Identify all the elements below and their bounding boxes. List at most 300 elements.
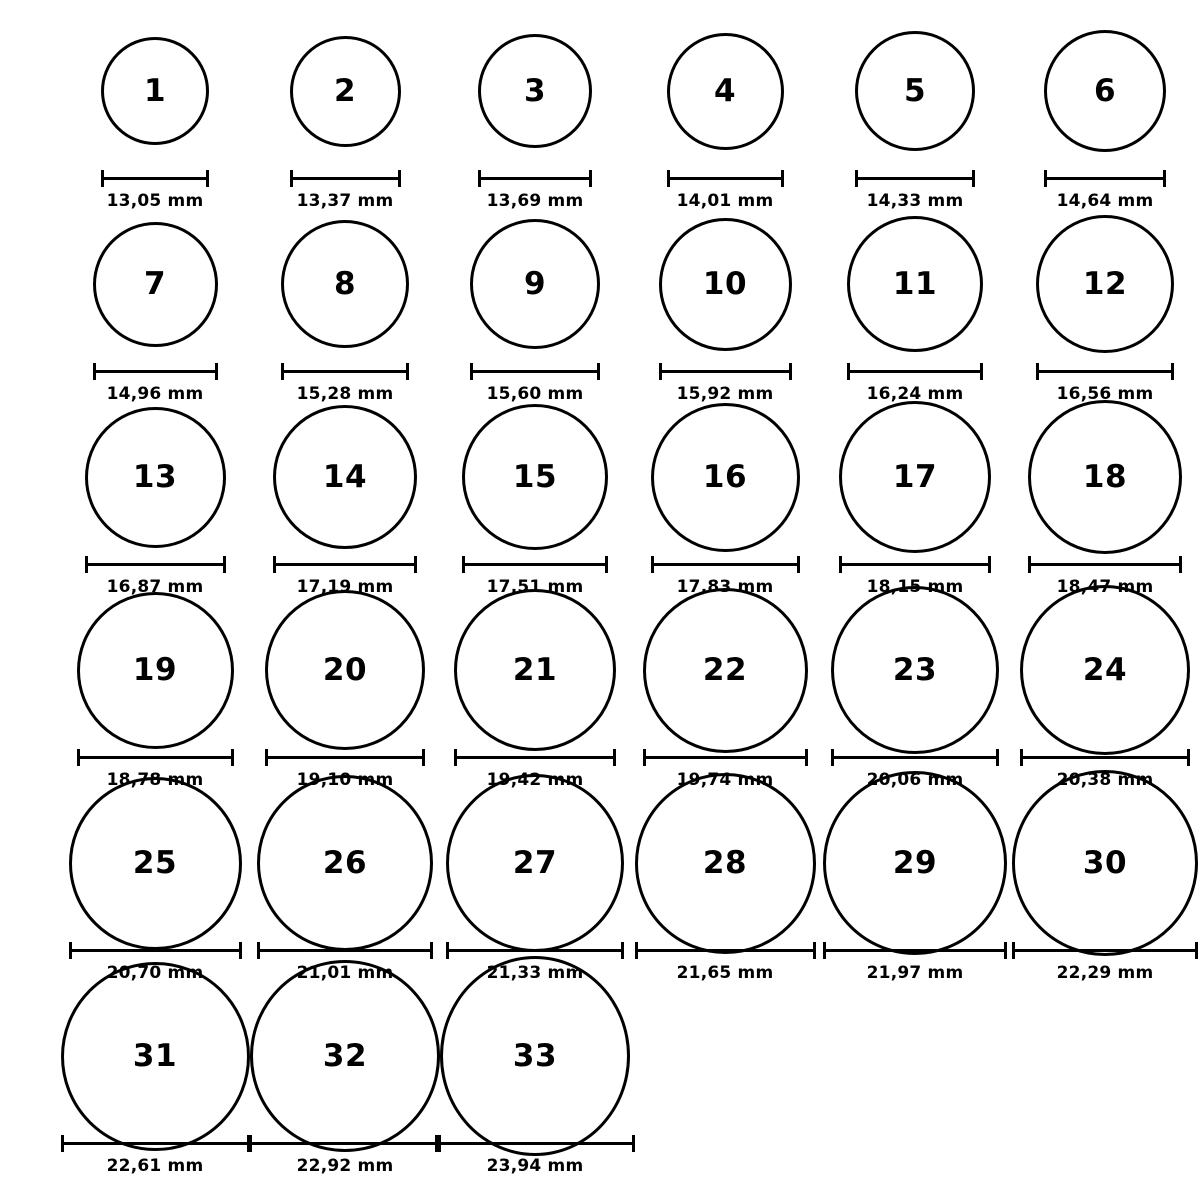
dimension-line <box>823 942 1007 958</box>
ring-size-label: 31 <box>132 1037 178 1074</box>
ring-diameter-label: 16,56 mm <box>1056 384 1154 404</box>
ring-size-cell <box>60 790 250 983</box>
ring-diameter-label: 15,60 mm <box>486 384 584 404</box>
ring-row <box>0 597 1200 790</box>
ring-circle-icon <box>478 34 592 148</box>
dimension-tick-right-icon <box>789 363 792 380</box>
ring-circle-wrap <box>1010 597 1200 743</box>
dimension-tick-left-icon <box>454 749 457 766</box>
ring-size-cell <box>630 18 820 211</box>
ring-diameter-label: 15,28 mm <box>296 384 394 404</box>
ring-circle-wrap <box>440 597 630 743</box>
dimension-line <box>265 749 425 765</box>
ring-circle-icon <box>281 220 409 348</box>
ring-circle-icon <box>1028 400 1182 554</box>
dimension-bar <box>273 563 417 566</box>
ring-diameter-label: 14,33 mm <box>866 191 964 211</box>
ring-size-label: 32 <box>322 1037 368 1074</box>
ring-circle-wrap <box>60 597 250 743</box>
dimension-line <box>635 942 816 958</box>
dimension-bar <box>462 563 608 566</box>
ring-circle-icon <box>257 775 433 951</box>
ring-size-cell <box>250 983 440 1176</box>
ring-circle-icon <box>250 960 440 1152</box>
ring-size-cell <box>630 404 820 597</box>
ring-circle-icon <box>69 777 242 950</box>
dimension-bar <box>257 949 433 952</box>
ring-size-label: 11 <box>892 265 938 302</box>
dimension-tick-right-icon <box>239 942 242 959</box>
ring-size-cell <box>60 404 250 597</box>
ring-size-label: 2 <box>333 72 357 109</box>
ring-size-label: 14 <box>322 458 368 495</box>
dimension-bar <box>290 177 401 180</box>
dimension-tick-right-icon <box>1171 363 1174 380</box>
ring-circle-wrap <box>250 597 440 743</box>
dimension-tick-right-icon <box>988 556 991 573</box>
ring-diameter-label: 17,83 mm <box>676 577 774 597</box>
ring-diameter-label: 17,19 mm <box>296 577 394 597</box>
ring-size-cell <box>440 790 630 983</box>
dimension-bar <box>249 1142 441 1145</box>
dimension-bar <box>847 370 983 373</box>
ring-circle-icon <box>847 216 983 352</box>
dimension-tick-left-icon <box>1028 556 1031 573</box>
dimension-tick-right-icon <box>398 170 401 187</box>
dimension-line <box>831 749 999 765</box>
ring-size-cell <box>250 404 440 597</box>
ring-size-label: 24 <box>1082 651 1128 688</box>
dimension-bar <box>446 949 624 952</box>
dimension-tick-left-icon <box>249 1135 252 1152</box>
ring-circle-icon <box>273 405 417 549</box>
ring-diameter-label: 19,74 mm <box>676 770 774 790</box>
dimension-tick-left-icon <box>281 363 284 380</box>
ring-circle-wrap <box>250 18 440 164</box>
dimension-line <box>1012 942 1198 958</box>
ring-circle-icon <box>1044 30 1166 152</box>
ring-circle-wrap <box>440 790 630 936</box>
ring-diameter-label: 13,37 mm <box>296 191 394 211</box>
dimension-tick-right-icon <box>621 942 624 959</box>
ring-row <box>0 18 1200 211</box>
dimension-tick-left-icon <box>855 170 858 187</box>
dimension-line <box>1020 749 1190 765</box>
ring-diameter-label: 16,24 mm <box>866 384 964 404</box>
ring-size-label: 17 <box>892 458 938 495</box>
ring-size-cell <box>820 790 1010 983</box>
ring-circle-icon <box>643 588 808 753</box>
ring-size-cell <box>1010 18 1200 211</box>
ring-size-cell <box>440 404 630 597</box>
ring-circle-icon <box>454 589 616 751</box>
dimension-tick-left-icon <box>667 170 670 187</box>
dimension-bar <box>101 177 209 180</box>
ring-circle-wrap <box>250 404 440 550</box>
ring-size-label: 30 <box>1082 844 1128 881</box>
ring-diameter-label: 13,69 mm <box>486 191 584 211</box>
ring-circle-wrap <box>1010 404 1200 550</box>
dimension-tick-left-icon <box>478 170 481 187</box>
dimension-tick-left-icon <box>635 942 638 959</box>
dimension-tick-left-icon <box>839 556 842 573</box>
dimension-line <box>101 170 209 186</box>
dimension-tick-left-icon <box>462 556 465 573</box>
dimension-bar <box>478 177 592 180</box>
dimension-tick-right-icon <box>996 749 999 766</box>
dimension-line <box>1036 363 1174 379</box>
ring-circle-wrap <box>820 18 1010 164</box>
ring-size-label: 18 <box>1082 458 1128 495</box>
ring-size-cell <box>630 211 820 404</box>
dimension-bar <box>435 1142 635 1145</box>
ring-size-cell <box>820 404 1010 597</box>
dimension-bar <box>85 563 226 566</box>
ring-diameter-label: 23,94 mm <box>486 1156 584 1176</box>
dimension-bar <box>470 370 600 373</box>
dimension-bar <box>1044 177 1166 180</box>
dimension-tick-left-icon <box>257 942 260 959</box>
ring-circle-icon <box>265 590 425 750</box>
dimension-bar <box>651 563 800 566</box>
dimension-tick-left-icon <box>659 363 662 380</box>
ring-size-cell <box>250 211 440 404</box>
ring-circle-wrap <box>820 211 1010 357</box>
ring-size-cell <box>60 983 250 1176</box>
dimension-line <box>454 749 616 765</box>
ring-circle-icon <box>839 401 991 553</box>
dimension-tick-left-icon <box>77 749 80 766</box>
ring-size-label: 23 <box>892 651 938 688</box>
dimension-tick-right-icon <box>422 749 425 766</box>
dimension-tick-right-icon <box>223 556 226 573</box>
ring-size-label: 25 <box>132 844 178 881</box>
ring-size-cell <box>630 790 820 983</box>
ring-circle-wrap <box>630 211 820 357</box>
ring-size-cell <box>440 983 630 1176</box>
ring-size-cell <box>250 790 440 983</box>
ring-circle-wrap <box>630 404 820 550</box>
ring-circle-icon <box>446 774 624 952</box>
dimension-tick-right-icon <box>206 170 209 187</box>
dimension-line <box>77 749 234 765</box>
ring-diameter-label: 13,05 mm <box>106 191 204 211</box>
dimension-bar <box>823 949 1007 952</box>
dimension-tick-left-icon <box>643 749 646 766</box>
dimension-tick-right-icon <box>980 363 983 380</box>
dimension-tick-left-icon <box>61 1135 64 1152</box>
ring-circle-wrap <box>250 983 440 1129</box>
dimension-tick-left-icon <box>290 170 293 187</box>
ring-size-cell <box>250 18 440 211</box>
ring-diameter-label: 22,61 mm <box>106 1156 204 1176</box>
ring-circle-wrap <box>820 597 1010 743</box>
ring-size-label: 10 <box>702 265 748 302</box>
dimension-tick-right-icon <box>215 363 218 380</box>
ring-size-label: 4 <box>713 72 737 109</box>
dimension-line <box>257 942 433 958</box>
ring-row <box>0 211 1200 404</box>
ring-circle-wrap <box>60 18 250 164</box>
ring-size-label: 9 <box>523 265 547 302</box>
dimension-tick-right-icon <box>231 749 234 766</box>
dimension-bar <box>454 756 616 759</box>
ring-circle-wrap <box>1010 18 1200 164</box>
ring-circle-icon <box>667 33 784 150</box>
ring-diameter-label: 22,29 mm <box>1056 963 1154 983</box>
dimension-line <box>839 556 991 572</box>
ring-circle-icon <box>1012 770 1198 956</box>
dimension-tick-right-icon <box>1163 170 1166 187</box>
ring-circle-icon <box>462 404 608 550</box>
ring-diameter-label: 18,47 mm <box>1056 577 1154 597</box>
dimension-tick-right-icon <box>781 170 784 187</box>
ring-diameter-label: 14,64 mm <box>1056 191 1154 211</box>
dimension-bar <box>635 949 816 952</box>
ring-size-cell <box>250 597 440 790</box>
ring-size-label: 1 <box>143 72 167 109</box>
dimension-line <box>855 170 975 186</box>
dimension-tick-left-icon <box>831 749 834 766</box>
dimension-line <box>667 170 784 186</box>
dimension-bar <box>77 756 234 759</box>
ring-circle-wrap <box>60 404 250 550</box>
ring-circle-wrap <box>820 790 1010 936</box>
dimension-tick-right-icon <box>813 942 816 959</box>
dimension-tick-left-icon <box>273 556 276 573</box>
ring-diameter-label: 16,87 mm <box>106 577 204 597</box>
dimension-bar <box>1036 370 1174 373</box>
ring-circle-wrap <box>60 211 250 357</box>
ring-row <box>0 983 1200 1176</box>
ring-circle-icon <box>1020 585 1190 755</box>
ring-size-label: 7 <box>143 265 167 302</box>
dimension-tick-right-icon <box>605 556 608 573</box>
ring-circle-icon <box>77 592 234 749</box>
ring-size-cell <box>60 211 250 404</box>
ring-diameter-label: 20,38 mm <box>1056 770 1154 790</box>
ring-size-label: 20 <box>322 651 368 688</box>
ring-diameter-label: 21,65 mm <box>676 963 774 983</box>
dimension-line <box>462 556 608 572</box>
dimension-bar <box>831 756 999 759</box>
ring-size-cell <box>1010 597 1200 790</box>
ring-diameter-label: 21,33 mm <box>486 963 584 983</box>
ring-circle-wrap <box>440 18 630 164</box>
ring-diameter-label: 14,01 mm <box>676 191 774 211</box>
ring-diameter-label: 18,78 mm <box>106 770 204 790</box>
dimension-line <box>290 170 401 186</box>
ring-diameter-label: 15,92 mm <box>676 384 774 404</box>
ring-diameter-label: 20,06 mm <box>866 770 964 790</box>
ring-size-label: 27 <box>512 844 558 881</box>
ring-diameter-label: 17,51 mm <box>486 577 584 597</box>
ring-diameter-label: 21,97 mm <box>866 963 964 983</box>
ring-circle-wrap <box>440 404 630 550</box>
dimension-tick-left-icon <box>1020 749 1023 766</box>
ring-diameter-label: 19,42 mm <box>486 770 584 790</box>
ring-size-label: 29 <box>892 844 938 881</box>
ring-circle-icon <box>61 962 250 1151</box>
dimension-line <box>85 556 226 572</box>
ring-size-label: 21 <box>512 651 558 688</box>
dimension-tick-left-icon <box>69 942 72 959</box>
dimension-bar <box>69 949 242 952</box>
ring-size-label: 16 <box>702 458 748 495</box>
dimension-line <box>651 556 800 572</box>
dimension-line <box>93 363 218 379</box>
ring-size-label: 15 <box>512 458 558 495</box>
dimension-tick-left-icon <box>101 170 104 187</box>
dimension-bar <box>839 563 991 566</box>
ring-circle-wrap <box>250 211 440 357</box>
ring-circle-wrap <box>440 983 630 1129</box>
dimension-tick-right-icon <box>613 749 616 766</box>
ring-row <box>0 404 1200 597</box>
dimension-bar <box>667 177 784 180</box>
dimension-bar <box>659 370 792 373</box>
dimension-line <box>643 749 808 765</box>
dimension-tick-left-icon <box>93 363 96 380</box>
dimension-tick-left-icon <box>435 1135 438 1152</box>
ring-size-label: 3 <box>523 72 547 109</box>
ring-circle-icon <box>93 222 218 347</box>
ring-size-cell <box>60 597 250 790</box>
ring-circle-wrap <box>820 404 1010 550</box>
dimension-tick-left-icon <box>470 363 473 380</box>
ring-circle-icon <box>823 771 1007 955</box>
ring-circle-wrap <box>630 790 820 936</box>
dimension-line <box>478 170 592 186</box>
ring-size-cell <box>820 597 1010 790</box>
ring-diameter-label: 19,10 mm <box>296 770 394 790</box>
dimension-line <box>446 942 624 958</box>
dimension-line <box>61 1135 250 1151</box>
dimension-tick-right-icon <box>797 556 800 573</box>
ring-size-label: 12 <box>1082 265 1128 302</box>
ring-circle-icon <box>85 407 226 548</box>
dimension-bar <box>265 756 425 759</box>
ring-circle-wrap <box>60 983 250 1129</box>
ring-size-cell <box>440 597 630 790</box>
ring-size-cell <box>440 211 630 404</box>
ring-diameter-label: 22,92 mm <box>296 1156 394 1176</box>
dimension-line <box>249 1135 441 1151</box>
dimension-line <box>1044 170 1166 186</box>
dimension-bar <box>643 756 808 759</box>
dimension-tick-right-icon <box>632 1135 635 1152</box>
ring-size-cell <box>60 18 250 211</box>
dimension-bar <box>855 177 975 180</box>
ring-circle-wrap <box>630 597 820 743</box>
dimension-line <box>1028 556 1182 572</box>
ring-size-cell <box>1010 790 1200 983</box>
dimension-bar <box>281 370 409 373</box>
dimension-tick-left-icon <box>847 363 850 380</box>
dimension-tick-right-icon <box>1004 942 1007 959</box>
ring-size-cell <box>820 211 1010 404</box>
dimension-bar <box>1028 563 1182 566</box>
ring-size-cell <box>1010 404 1200 597</box>
dimension-tick-left-icon <box>1044 170 1047 187</box>
ring-size-label: 13 <box>132 458 178 495</box>
ring-diameter-label: 21,01 mm <box>296 963 394 983</box>
ring-size-label: 26 <box>322 844 368 881</box>
dimension-bar <box>93 370 218 373</box>
ring-circle-icon <box>440 956 630 1156</box>
dimension-tick-right-icon <box>1179 556 1182 573</box>
dimension-tick-right-icon <box>805 749 808 766</box>
ring-circle-icon <box>635 773 816 954</box>
dimension-line <box>69 942 242 958</box>
ring-row <box>0 790 1200 983</box>
dimension-line <box>659 363 792 379</box>
ring-circle-icon <box>470 219 600 349</box>
ring-diameter-label: 18,15 mm <box>866 577 964 597</box>
ring-size-cell <box>820 18 1010 211</box>
dimension-line <box>273 556 417 572</box>
ring-size-label: 28 <box>702 844 748 881</box>
ring-diameter-label: 14,96 mm <box>106 384 204 404</box>
dimension-line <box>281 363 409 379</box>
ring-size-cell <box>440 18 630 211</box>
ring-circle-wrap <box>630 18 820 164</box>
ring-size-label: 5 <box>903 72 927 109</box>
ring-diameter-label: 20,70 mm <box>106 963 204 983</box>
dimension-bar <box>1020 756 1190 759</box>
ring-circle-icon <box>659 218 792 351</box>
dimension-tick-right-icon <box>589 170 592 187</box>
ring-circle-wrap <box>1010 790 1200 936</box>
ring-size-label: 33 <box>512 1037 558 1074</box>
dimension-tick-right-icon <box>1195 942 1198 959</box>
ring-circle-wrap <box>250 790 440 936</box>
ring-circle-icon <box>831 586 999 754</box>
ring-circle-icon <box>1036 215 1174 353</box>
ring-circle-wrap <box>440 211 630 357</box>
dimension-tick-left-icon <box>85 556 88 573</box>
dimension-tick-right-icon <box>1187 749 1190 766</box>
ring-size-label: 6 <box>1093 72 1117 109</box>
ring-circle-icon <box>290 36 401 147</box>
dimension-bar <box>1012 949 1198 952</box>
ring-size-cell <box>630 597 820 790</box>
ring-size-cell <box>1010 211 1200 404</box>
ring-circle-wrap <box>1010 211 1200 357</box>
dimension-tick-left-icon <box>265 749 268 766</box>
dimension-tick-left-icon <box>651 556 654 573</box>
ring-circle-wrap <box>60 790 250 936</box>
dimension-line <box>435 1135 635 1151</box>
ring-circle-icon <box>651 403 800 552</box>
ring-size-label: 8 <box>333 265 357 302</box>
ring-size-label: 22 <box>702 651 748 688</box>
dimension-line <box>470 363 600 379</box>
dimension-tick-right-icon <box>430 942 433 959</box>
dimension-tick-left-icon <box>823 942 826 959</box>
ring-size-label: 19 <box>132 651 178 688</box>
ring-circle-icon <box>101 37 209 145</box>
ring-circle-icon <box>855 31 975 151</box>
dimension-tick-left-icon <box>1012 942 1015 959</box>
dimension-line <box>847 363 983 379</box>
dimension-tick-left-icon <box>446 942 449 959</box>
dimension-tick-right-icon <box>597 363 600 380</box>
dimension-tick-right-icon <box>414 556 417 573</box>
dimension-tick-left-icon <box>1036 363 1039 380</box>
dimension-tick-right-icon <box>972 170 975 187</box>
dimension-bar <box>61 1142 250 1145</box>
